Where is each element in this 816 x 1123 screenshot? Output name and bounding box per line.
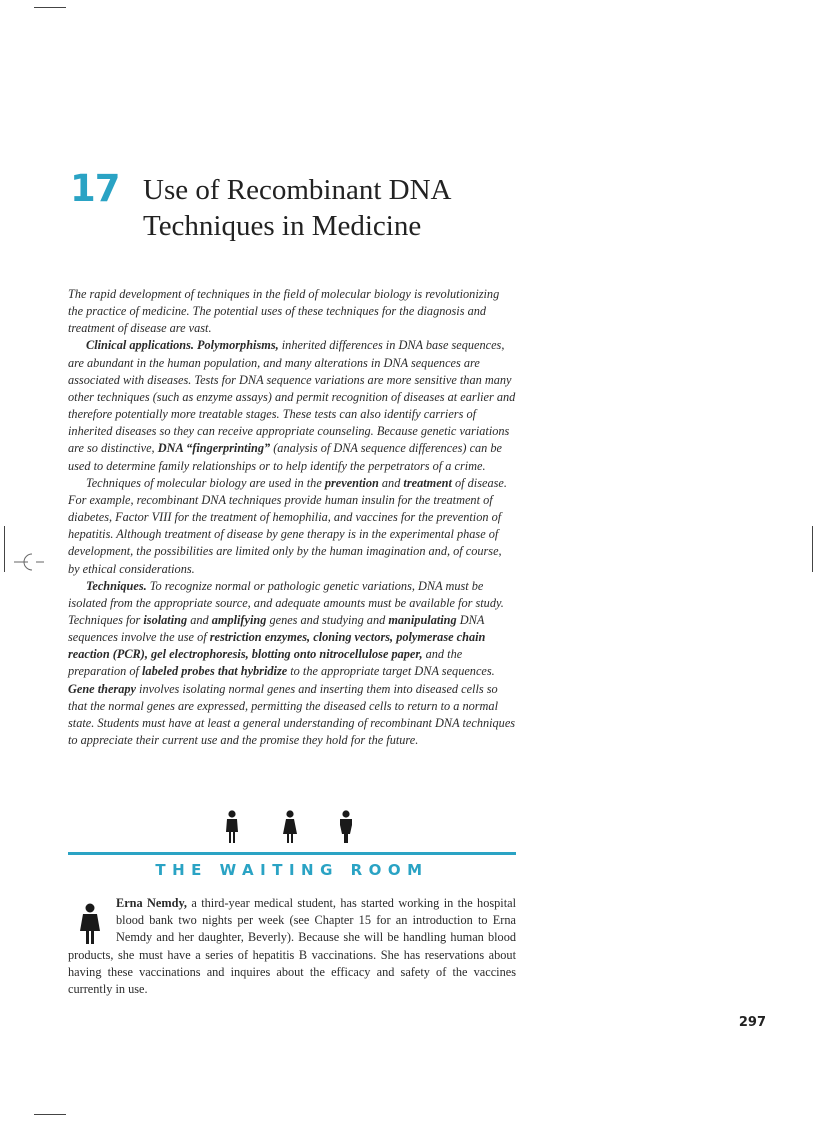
intro-p2-bold1: DNA “fingerprinting” <box>157 441 271 456</box>
chapter-number: 17 <box>70 167 120 210</box>
intro-p3-bold2: treatment <box>403 475 452 490</box>
chapter-introduction <box>68 286 516 749</box>
intro-paragraph-4 <box>68 578 516 750</box>
patient-name: Erna Nemdy, <box>116 896 187 910</box>
intro-p4-text1: To recognize normal or pathologic genetic variations, DNA must be isolated from the appropriate source, and adequate amounts must be available for study. Techniques for <box>68 578 504 627</box>
crop-mark-bottom-left <box>34 1114 66 1115</box>
intro-p3-text2: and <box>378 475 404 490</box>
patient-figure-icon <box>338 810 354 844</box>
crop-mark-right-mid <box>812 526 813 572</box>
registration-mark-icon <box>6 546 60 576</box>
intro-p4-text5: and the preparation of <box>68 647 463 679</box>
intro-p2-text1: inherited differences in DNA base sequences, are abundant in the human population, and many alterations in DNA sequences are associated with diseases. Tests for DNA sequence variations are more sensitive than many other techniques (such as enzyme assays) and permit recognition of diseases at earlier and therefore potentially more treatable stages. These tests can also identify carriers of inherited diseases so they can receive appropriate counseling. Because genetic variations are so distinctive, <box>68 338 516 456</box>
section-divider <box>68 852 516 855</box>
intro-p3-bold1: prevention <box>324 475 379 490</box>
intro-paragraph-2 <box>68 337 516 474</box>
waiting-room-heading: THE WAITING ROOM <box>155 861 429 879</box>
chapter-title-line1: Use of Recombinant DNA <box>143 174 452 206</box>
intro-p4-text6: to the appropriate target DNA sequences. <box>287 664 495 679</box>
figure-spacer <box>68 895 116 945</box>
intro-p4-bold3: manipulating <box>388 612 457 627</box>
intro-p4-text4: DNA sequences involve the use of <box>68 612 485 645</box>
chapter-title-line2: Techniques in Medicine <box>143 210 422 242</box>
patient-figure-icon <box>282 810 298 844</box>
intro-paragraph-1: The rapid development of techniques in the field of molecular biology is revolutionizing the practice of medicine. The potential uses of these techniques for the diagnosis and treatment of disease are vast. <box>68 287 500 336</box>
intro-p3-text3: of disease. For example, recombinant DNA techniques provide human insulin for the treatment of diabetes, Factor VIII for the treatment of hemophilia, and vaccines for the prevention of hepatitis. Although treatment of disease by gene therapy is in the experimental phase of development, the possibilities are limited only by the human imagination and, of course, by ethical considerations. <box>68 475 507 576</box>
crop-mark-top-left <box>34 7 66 8</box>
intro-p4-bold6: Gene therapy <box>68 681 136 696</box>
intro-p4-text2: and <box>187 612 212 627</box>
chapter-title <box>143 172 451 244</box>
page-number: 297 <box>738 1015 766 1030</box>
waiting-room-text: a third-year medical student, has started working in the hospital blood bank two nights per week (see Chapter 15 for an introduction to Erna Nemdy and her daughter, Beverly). Because she will be handling human blood products, she must have a series of hepatitis B vaccinations. She has reservations about having these vaccinations and inquires about the efficacy and safety of the vaccines currently in use. <box>68 896 516 997</box>
crop-mark-left-mid <box>4 526 5 572</box>
patient-figure-icon <box>224 810 240 844</box>
intro-p4-lead: Techniques. <box>86 578 147 593</box>
intro-p2-lead: Clinical applications. Polymorphisms, <box>86 338 279 353</box>
intro-paragraph-3 <box>68 475 516 578</box>
waiting-room-paragraph <box>68 895 516 998</box>
intro-p4-text3: genes and studying and <box>266 612 389 627</box>
intro-p3-text1: Techniques of molecular biology are used in the <box>86 475 325 490</box>
waiting-room-figures <box>224 810 364 846</box>
intro-p4-bold1: isolating <box>143 612 188 627</box>
intro-p4-bold5: labeled probes that hybridize <box>142 664 288 679</box>
intro-p2-text2: (analysis of DNA sequence differences) can be used to determine family relationships or to help identify the perpetrators of a crime. <box>68 441 503 473</box>
intro-p4-bold2: amplifying <box>211 612 267 627</box>
intro-p4-bold4: restriction enzymes, cloning vectors, polymerase chain reaction (PCR), gel electrophoresis, blotting onto nitrocellulose paper, <box>68 630 486 662</box>
intro-p4-text7: involves isolating normal genes and inserting them into diseased cells so that the normal genes are expressed, permitting the diseased cells to return to a normal state. Students must have at least a general understanding of recombinant DNA techniques to appreciate their current use and the promise they hold for the future. <box>68 681 516 748</box>
